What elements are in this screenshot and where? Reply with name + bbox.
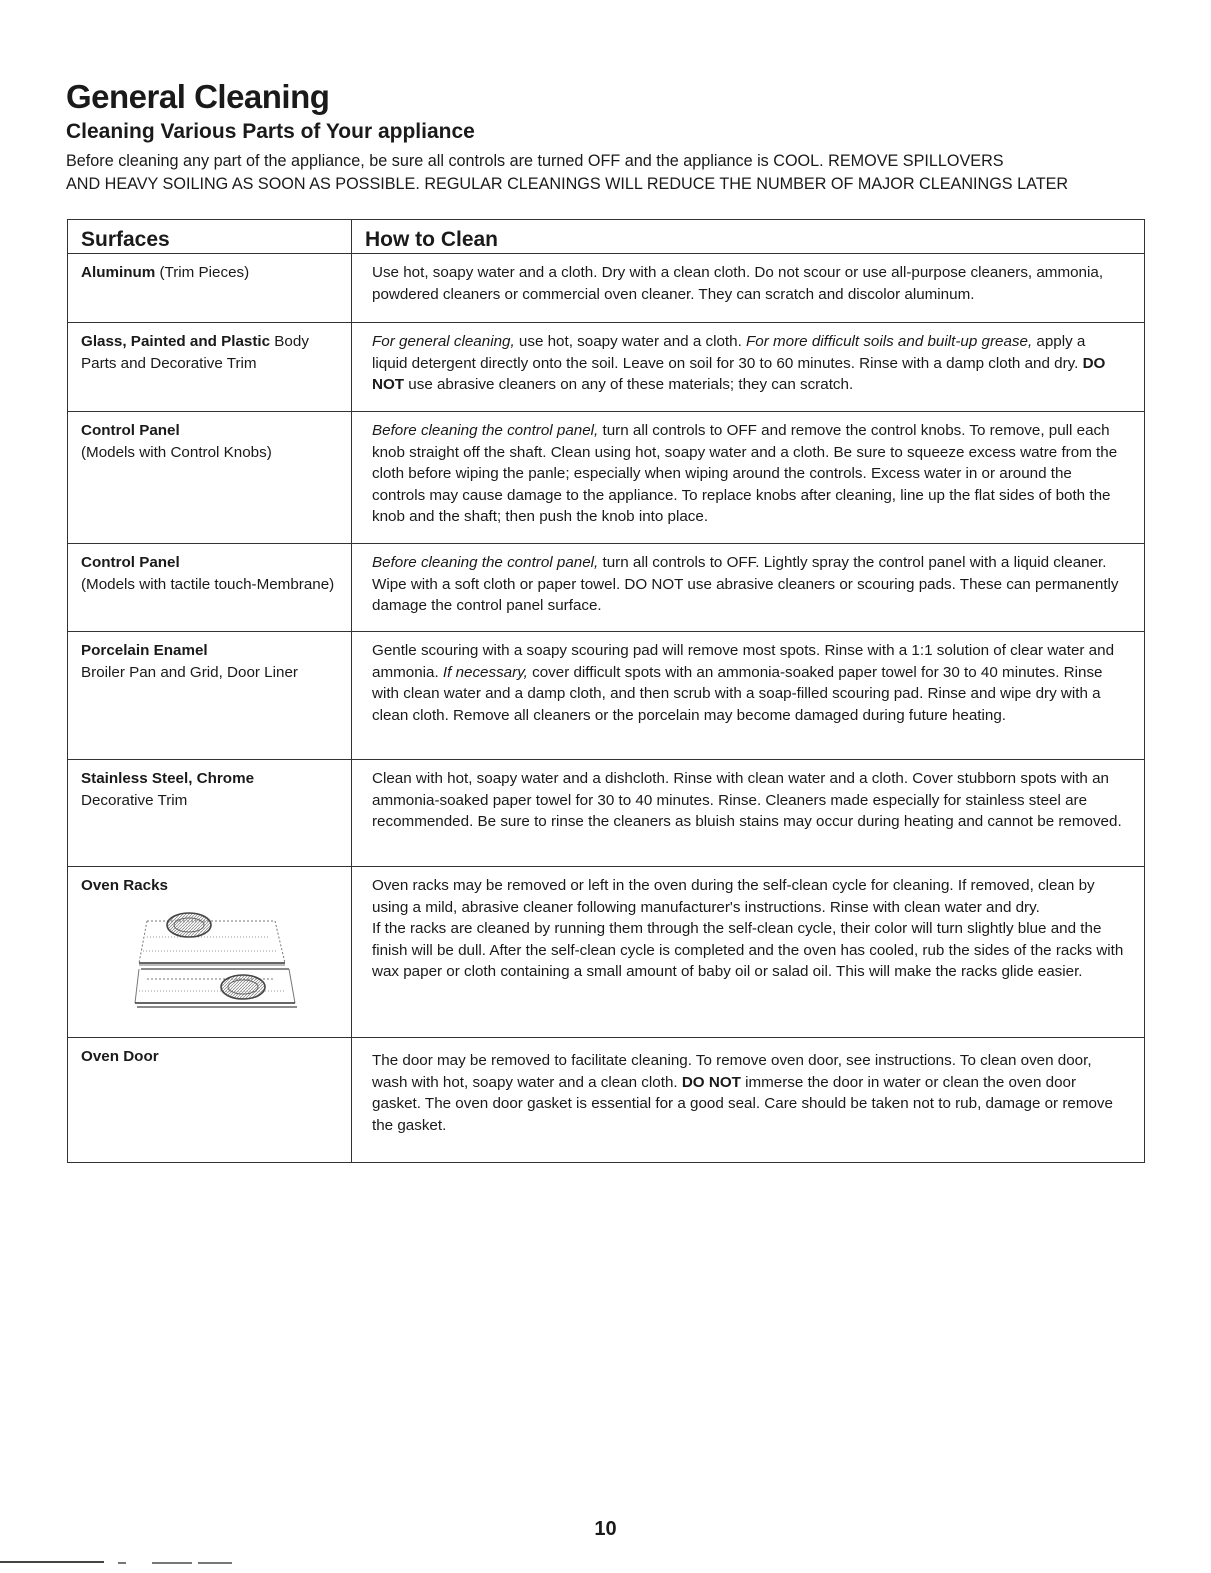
instruction-cell <box>352 412 1145 544</box>
surface-name: Glass, Painted and Plastic <box>81 333 271 350</box>
surface-cell <box>68 867 352 1038</box>
surface-cell <box>68 254 352 323</box>
instruction-text: use abrasive cleaners on any of these materials; they can scratch. <box>404 376 854 393</box>
footer-mark <box>198 1562 232 1564</box>
cleaning-table <box>67 219 1145 1163</box>
instruction-italic: Before cleaning the control panel, <box>372 422 599 439</box>
intro-line: Before cleaning any part of the appliance, be sure all controls are turned OFF and the appliance is COOL. REMOVE SPILLOVERS <box>66 152 1004 170</box>
instruction-cell <box>352 867 1145 1038</box>
surface-name: Control Panel <box>81 422 180 439</box>
footer-mark <box>118 1562 126 1564</box>
instruction-italic: For general cleaning, <box>372 333 515 350</box>
surface-name: Porcelain Enamel <box>81 642 208 659</box>
surface-cell <box>68 632 352 760</box>
warning-text: DO NOT <box>681 1073 741 1091</box>
table-header-row <box>68 220 1145 254</box>
instruction-text: use hot, soapy water and a cloth. <box>514 333 747 350</box>
table-row <box>68 1038 1145 1163</box>
instruction-italic: For more difficult soils and built-up grease, <box>746 333 1033 350</box>
intro-paragraph <box>66 150 1150 196</box>
instruction-cell <box>352 254 1145 323</box>
instruction-text: turn all controls to OFF. Lightly spray the control panel with a liquid cleaner. Wipe with a soft cloth or paper towel. DO NOT use abrasive cleaners or scouring pads. These can permanently damage the control panel surface. <box>372 554 1119 614</box>
instruction-cell <box>352 323 1145 412</box>
footer-mark <box>152 1562 192 1564</box>
table-row <box>68 632 1145 760</box>
surface-cell <box>68 323 352 412</box>
instruction-text: Oven racks may be removed or left in the oven during the self-clean cycle for cleaning. If removed, clean by using a mild, abrasive cleaner following manufacturer's instructions. Rinse with clean water and dry. <box>372 877 1095 916</box>
instruction-text: If the racks are cleaned by running them through the self-clean cycle, their color will turn slightly blue and the finish will be dull. After the self-clean cycle is completed and the oven has cooled, rub the sides of the racks with wax paper or cloth containing a small amount of baby oil or salad oil. This will make the racks glide easier. <box>372 920 1124 980</box>
surface-cell <box>68 544 352 632</box>
surface-detail: (Trim Pieces) <box>155 264 250 281</box>
page-number: 10 <box>594 1518 617 1540</box>
instruction-cell <box>352 1038 1145 1163</box>
surface-cell <box>68 1038 352 1163</box>
table-row <box>68 323 1145 412</box>
section-title: Cleaning Various Parts of Your appliance <box>66 120 475 143</box>
surface-name: Aluminum <box>81 264 156 281</box>
table-row <box>68 544 1145 632</box>
surface-cell <box>68 760 352 867</box>
surface-detail: Broiler Pan and Grid, Door Liner <box>81 663 298 681</box>
instruction-text: turn all controls to OFF and remove the control knobs. To remove, pull each knob straight off the shaft. Clean using hot, soapy water and a cloth. Be sure to squeeze excess watre from the cloth before wiping the panle; especially when wiping around the controls. Excess water in or around the controls may cause damage to the appliance. To replace knobs after cleaning, line up the flat sides of both the knob and the shaft; then push the knob into place. <box>372 422 1118 525</box>
footer-rule <box>0 1561 104 1563</box>
instruction-text: cover difficult spots with an ammonia-soaked paper towel for 30 to 40 minutes. Rinse with clean water and a damp cloth, and then scrub with a soap-filled scouring pad. Rinse and wipe dry with a clean cloth. Remove all cleaners or the porcelain may become damaged during future heating. <box>372 663 1103 724</box>
oven-rack-illustration <box>125 903 305 1013</box>
surface-cell <box>68 412 352 544</box>
header-how-to-clean: How to Clean <box>352 220 1145 254</box>
surface-detail: Body Parts and Decorative Trim <box>81 333 309 372</box>
instruction-cell <box>352 760 1145 867</box>
warning-text: DO NOT <box>372 354 1106 393</box>
instruction-cell <box>352 632 1145 760</box>
instruction-italic: If necessary, <box>442 663 528 681</box>
surface-detail: (Models with tactile touch-Membrane) <box>81 575 335 593</box>
surface-detail: Decorative Trim <box>81 791 188 809</box>
surface-name: Oven Racks <box>81 877 168 894</box>
surface-name: Oven Door <box>81 1048 159 1065</box>
instruction-text: The door may be removed to facilitate cleaning. To remove oven door, see instructions. To clean oven door, wash with hot, soapy water and a clean cloth. <box>372 1052 1092 1091</box>
page-title: General Cleaning <box>66 78 330 115</box>
instruction-text: immerse the door in water or clean the oven door gasket. The oven door gasket is essential for a good seal. Care should be taken not to rub, damage or remove the gasket. <box>372 1073 1113 1134</box>
table-row <box>68 760 1145 867</box>
surface-detail: (Models with Control Knobs) <box>81 443 272 461</box>
instruction-italic: Before cleaning the control panel, <box>372 554 599 571</box>
instruction-text: apply a liquid detergent directly onto the soil. Leave on soil for 30 to 60 minutes. Rinse with a damp cloth and dry. <box>372 333 1086 372</box>
table-row <box>68 412 1145 544</box>
instruction-cell <box>352 544 1145 632</box>
header-surfaces: Surfaces <box>68 220 352 254</box>
instruction-text: Gentle scouring with a soapy scouring pad will remove most spots. Rinse with a 1:1 solution of clear water and ammonia. <box>372 642 1115 681</box>
surface-name: Control Panel <box>81 554 180 571</box>
instruction-text: Clean with hot, soapy water and a dishcloth. Rinse with clean water and a cloth. Cover stubborn spots with an ammonia-soaked paper towel for 30 to 40 minutes. Rinse. Cleaners made especially for stainless steel are recommended. Be sure to rinse the cleaners as bluish stains may occur during heating and cannot be removed. <box>372 770 1122 830</box>
intro-line: AND HEAVY SOILING AS SOON AS POSSIBLE. REGULAR CLEANINGS WILL REDUCE THE NUMBER OF MAJOR CLEANINGS LATER <box>66 175 1069 193</box>
surface-name: Stainless Steel, Chrome <box>81 770 255 787</box>
table-row <box>68 254 1145 323</box>
table-row <box>68 867 1145 1038</box>
instruction-text: Use hot, soapy water and a cloth. Dry with a clean cloth. Do not scour or use all-purpose cleaners, ammonia, powdered cleaners or commercial oven cleaner. They can scratch and discolor aluminum. <box>372 264 1104 303</box>
